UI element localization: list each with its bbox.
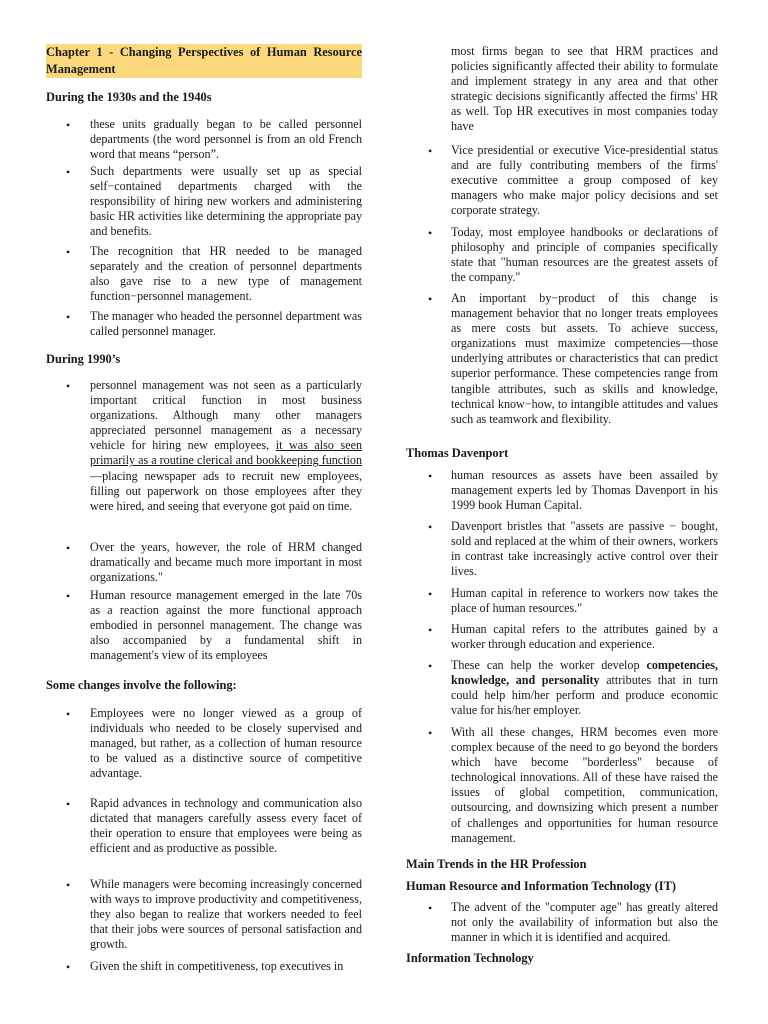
list-item: The manager who headed the personnel department was called personnel manager. xyxy=(90,309,362,339)
list-item: The recognition that HR needed to be managed separately and the creation of personnel departments also gave rise to a new type of management function−personnel management. xyxy=(90,244,362,304)
heading-changes: Some changes involve the following: xyxy=(46,678,237,692)
list-item: Human capital refers to the attributes gained by a worker through education and experience. xyxy=(451,622,718,652)
bullet-icon: • xyxy=(428,587,433,601)
list-item: Vice presidential or executive Vice-presidential status and are fully contributing members of the firms' executive committee a group composed of key managers who make major policy decisions and set corporate strategy. xyxy=(451,143,718,218)
underlined-text: it was also seen primarily as a routine clerical and bookkeeping function xyxy=(90,438,362,468)
continuation-paragraph: most firms began to see that HRM practices and policies significantly affected their ability to formulate and implement strategy in any area and that other strategic decisions significantly affected the firms' HR as well. Top HR executives in most companies today have xyxy=(451,44,718,133)
list-item: human resources as assets have been assailed by management experts led by Thomas Davenport in his 1999 book Human Capital. xyxy=(451,468,718,513)
bullet-icon: • xyxy=(66,589,71,603)
bullet-icon: • xyxy=(66,118,71,132)
bullet-icon: • xyxy=(66,878,71,892)
chapter-title: Chapter 1 - Changing Perspectives of Human Resource Management xyxy=(46,45,362,76)
heading-davenport: Thomas Davenport xyxy=(406,446,509,460)
heading-main-trends: Main Trends in the HR Profession xyxy=(406,857,587,871)
heading-hr-it: Human Resource and Information Technology (IT) xyxy=(406,879,676,893)
bullet-icon: • xyxy=(66,960,71,974)
heading-1990s: During 1990’s xyxy=(46,352,121,366)
list-item xyxy=(90,378,362,514)
list-item: Employees were no longer viewed as a group of individuals who needed to be closely supervised and managed, but rather, as a collection of human resource to be valued as a distinctive source of competitive advantage. xyxy=(90,706,362,781)
bullet-icon: • xyxy=(428,144,433,158)
bullet-icon: • xyxy=(66,310,71,324)
bullet-icon: • xyxy=(66,245,71,259)
list-item: Such departments were usually set up as special self−contained departments charged with the responsibility of hiring new workers and administering basic HR activities like determining the appropriate pay and benefits. xyxy=(90,164,362,239)
bullet-icon: • xyxy=(428,659,433,673)
bullet-icon: • xyxy=(428,226,433,240)
heading-information-technology: Information Technology xyxy=(406,951,534,965)
bullet-icon: • xyxy=(428,292,433,306)
list-item-text: personnel management was not seen as a particularly important critical function in most business organizations. Although many other managers appreciated personnel management as a necessary vehicle for hiring new employees, xyxy=(90,378,362,453)
list-item: Davenport bristles that "assets are passive − bought, sold and replaced at the whim of their owners, workers in contrast take increasingly active control over their lives. xyxy=(451,519,718,579)
bold-text: competencies, knowledge, and personality xyxy=(451,658,718,688)
list-item-text: —placing newspaper ads to recruit new employees, filling out paperwork on those employees after they were hired, and seeing that everyone got paid on time. xyxy=(90,468,362,513)
bullet-icon: • xyxy=(66,165,71,179)
list-item: Today, most employee handbooks or declarations of philosophy and principle of companies specifically state that "human resources are the greatest assets of the company." xyxy=(451,225,718,285)
list-item xyxy=(451,658,718,718)
list-item: While managers were becoming increasingly concerned with ways to improve productivity and competitiveness, they also began to realize that workers needed to feel that their jobs were sources of personal satisfaction and growth. xyxy=(90,877,362,952)
list-item: The advent of the "computer age" has greatly altered not only the availability of information but also the manner in which it is identified and acquired. xyxy=(451,900,718,945)
list-item: Over the years, however, the role of HRM changed dramatically and became much more important in most organizations." xyxy=(90,540,362,585)
bullet-icon: • xyxy=(66,797,71,811)
bullet-icon: • xyxy=(66,707,71,721)
heading-1930s-1940s: During the 1930s and the 1940s xyxy=(46,90,212,104)
list-item: Human capital in reference to workers now takes the place of human resources." xyxy=(451,586,718,616)
list-item-text: attributes that in turn could help him/her perform and produce economic value for his/her employer. xyxy=(451,673,718,718)
list-item: these units gradually began to be called personnel departments (the word personnel is from an old French word that means “person”. xyxy=(90,117,362,162)
list-item-text: These can help the worker develop xyxy=(451,658,647,672)
bullet-icon: • xyxy=(428,901,433,915)
bullet-icon: • xyxy=(66,541,71,555)
list-item: Rapid advances in technology and communication also dictated that managers carefully assess every facet of their operation to ensure that employees were being as efficient and as productive as possible. xyxy=(90,796,362,856)
bullet-icon: • xyxy=(428,520,433,534)
bullet-icon: • xyxy=(428,623,433,637)
list-item: Given the shift in competitiveness, top executives in xyxy=(90,959,344,973)
list-item: An important by−product of this change is management behavior that no longer treats employees as mere costs but assets. To achieve success, organizations must maximize competencies—those underlying attributes or characteristics that can predict superior performance. These competencies range from tangible attributes, such as skills and knowledge, technical know−how, to intangible attitudes and values such as teamwork and flexibility. xyxy=(451,291,718,426)
bullet-icon: • xyxy=(428,726,433,740)
bullet-icon: • xyxy=(66,379,71,393)
list-item: Human resource management emerged in the late 70s as a reaction against the more functional approach embodied in personnel management. The change was also accompanied by a fundamental shift in management's view of its employees xyxy=(90,588,362,663)
list-item: With all these changes, HRM becomes even more complex because of the need to go beyond the borders which have become "borderless" because of technological innovations. All of these have raised the issues of global competition, communication, outsourcing, and downsizing which present a number of challenges and opportunities for human resource management. xyxy=(451,725,718,845)
bullet-icon: • xyxy=(428,469,433,483)
